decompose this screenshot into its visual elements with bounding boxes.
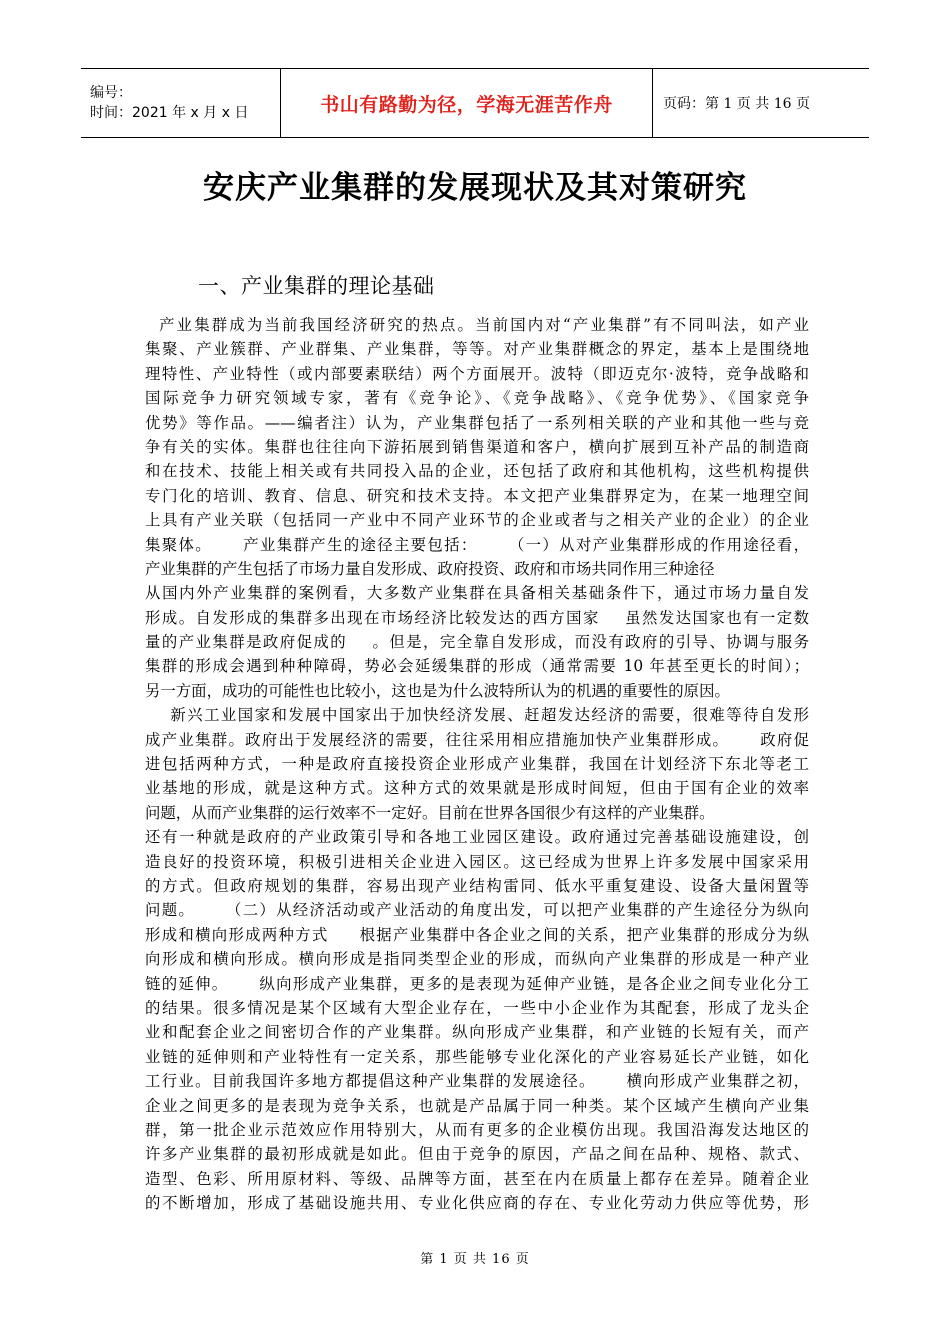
body-line: 的不断增加，形成了基础设施共用、专业化供应商的存在、专业化劳动力供应等优势，形 bbox=[145, 1194, 809, 1213]
serial-label: 编号： bbox=[90, 85, 132, 101]
body-line: 产业集群成为当前我国经济研究的热点。当前国内对“产业集群”有不同叫法，如产业 bbox=[145, 316, 809, 334]
body-line: 链的延伸。 纵向形成产业集群，更多的是表现为延伸产业链，是各企业之间专业化分工 bbox=[145, 974, 809, 993]
body-line: 造型、色彩、所用原材料、等级、品牌等方面，甚至在内在质量上都存在差异。随着企业 bbox=[145, 1169, 809, 1188]
date-label: 时间：2021 年 x 月 x 日 bbox=[90, 105, 249, 121]
body-line: 从国内外产业集群的案例看，大多数产业集群在具备相关基础条件下，通过市场力量自发 bbox=[145, 584, 809, 603]
body-line: 业和配套企业之间密切合作的产业集群。纵向形成产业集群，和产业链的长短有关，而产 bbox=[145, 1023, 809, 1042]
body-line: 另一方面，成功的可能性也比较小，这也是为什么波特所认为的机遇的重要性的原因。 bbox=[145, 681, 730, 700]
body-line: 成产业集群。政府出于发展经济的需要，往往采用相应措施加快产业集群形成。 政府促 bbox=[145, 730, 809, 749]
section-heading: 一、产业集群的理论基础 bbox=[198, 274, 435, 298]
header-table bbox=[81, 68, 869, 138]
body-text bbox=[145, 313, 809, 1215]
body-line: 新兴工业国家和发展中国家出于加快经济发展、赶超发达经济的需要，很难等待自发形 bbox=[145, 706, 809, 725]
body-line: 形成。自发形成的集群多出现在市场经济比较发达的西方国家 虽然发达国家也有一定数 bbox=[145, 608, 809, 627]
body-line: 的方式。但政府规划的集群，容易出现产业结构雷同、低水平重复建设、设备大量闲置等 bbox=[145, 876, 809, 895]
motto-text: 书山有路勤为径，学海无涯苦作舟 bbox=[320, 93, 613, 116]
body-line: 国际竞争力研究领域专家，著有《竞争论》、《竞争战略》、《竞争优势》、《国家竞争 bbox=[145, 389, 809, 408]
header-motto-cell bbox=[281, 69, 653, 137]
body-line: 形成和横向形成两种方式 根据产业集群中各企业之间的关系，把产业集群的形成分为纵 bbox=[145, 925, 809, 944]
body-line: 业链的延伸则和产业特性有一定关系，那些能够专业化深化的产业容易延长产业链，如化 bbox=[145, 1047, 809, 1066]
body-line: 专门化的培训、教育、信息、研究和技术支持。本文把产业集群界定为，在某一地理空间 bbox=[145, 486, 809, 505]
page-info: 页码：第 1 页 共 16 页 bbox=[663, 96, 810, 112]
body-line: 进包括两种方式，一种是政府直接投资企业形成产业集群，我国在计划经济下东北等老工 bbox=[145, 755, 809, 774]
body-line: 向形成和横向形成。横向形成是指同类型企业的形成，而纵向产业集群的形成是一种产业 bbox=[145, 950, 809, 969]
body-line: 还有一种就是政府的产业政策引导和各地工业园区建设。政府通过完善基础设施建设，创 bbox=[145, 828, 809, 847]
header-page-cell bbox=[653, 69, 869, 137]
body-line: 业基地的形成，就是这种方式。这种方式的效果就是形成时间短，但由于国有企业的效率 bbox=[145, 779, 809, 798]
body-line: 许多产业集群的最初形成就是如此。但由于竞争的原因，产品之间在品种、规格、款式、 bbox=[145, 1145, 809, 1164]
page-footer: 第 1 页 共 16 页 bbox=[420, 1252, 530, 1267]
document-title: 安庆产业集群的发展现状及其对策研究 bbox=[203, 170, 747, 206]
body-line: 优势》等作品。——编者注）认为，产业集群包括了一系列相关联的产业和其他一些与竞 bbox=[145, 413, 809, 432]
body-line: 问题，从而产业集群的运行效率不一定好。目前在世界各国很少有这样的产业集群。 bbox=[145, 803, 715, 822]
body-line: 理特性、产业特性（或内部要素联结）两个方面展开。波特（即迈克尔·波特，竞争战略和 bbox=[145, 364, 809, 383]
body-line: 上具有产业关联（包括同一产业中不同产业环节的企业或者与之相关产业的企业）的企业 bbox=[145, 511, 809, 530]
body-line: 争有关的实体。集群也往往向下游拓展到销售渠道和客户，横向扩展到互补产品的制造商 bbox=[145, 437, 809, 456]
header-meta-cell bbox=[81, 69, 281, 137]
body-line: 和在技术、技能上相关或有共同投入品的企业，还包括了政府和其他机构，这些机构提供 bbox=[145, 462, 809, 481]
body-line: 群，第一批企业示范效应作用特别大，从而有更多的企业模仿出现。我国沿海发达地区的 bbox=[145, 1120, 809, 1139]
body-line: 企业之间更多的是表现为竞争关系，也就是产品属于同一种类。某个区域产生横向产业集 bbox=[145, 1096, 809, 1115]
body-line: 量的产业集群是政府促成的 。但是，完全靠自发形成，而没有政府的引导、协调与服务 bbox=[145, 633, 809, 652]
body-line: 工行业。目前我国许多地方都提倡这种产业集群的发展途径。 横向形成产业集群之初， bbox=[145, 1072, 809, 1091]
body-line: 集聚体。 产业集群产生的途径主要包括： （一）从对产业集群形成的作用途径看， bbox=[145, 535, 809, 554]
body-line: 问题。 （二）从经济活动或产业活动的角度出发，可以把产业集群的产生途径分为纵向 bbox=[145, 901, 809, 920]
body-line: 产业集群的产生包括了市场力量自发形成、政府投资、政府和市场共同作用三种途径 bbox=[145, 559, 715, 578]
body-line: 集群的形成会遇到种种障碍，势必会延缓集群的形成（通常需要 10 年甚至更长的时间）； bbox=[145, 657, 809, 676]
body-line: 的结果。很多情况是某个区域有大型企业存在，一些中小企业作为其配套，形成了龙头企 bbox=[145, 998, 809, 1017]
body-line: 集聚、产业簇群、产业群集、产业集群，等等。对产业集群概念的界定，基本上是围绕地 bbox=[145, 340, 809, 359]
body-line: 造良好的投资环境，积极引进相关企业进入园区。这已经成为世界上许多发展中国家采用 bbox=[145, 852, 809, 871]
